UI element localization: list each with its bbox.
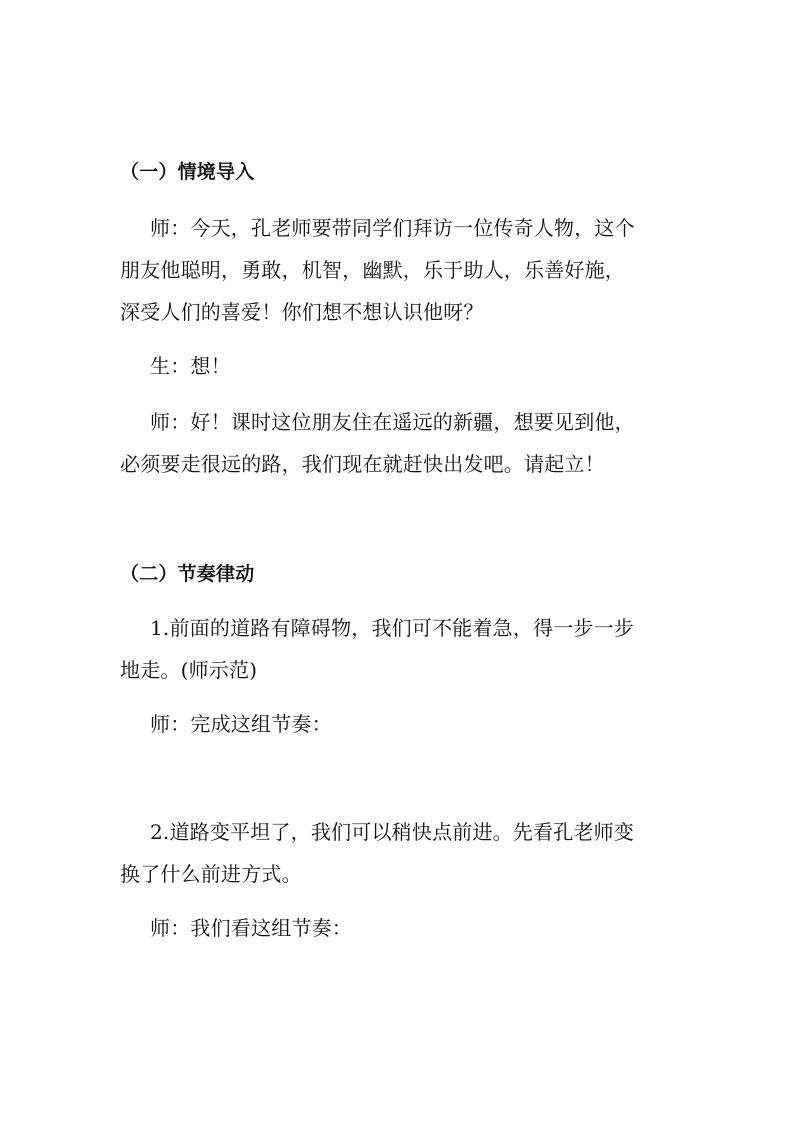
list-item-line: 地走。(师示范) (120, 658, 258, 682)
paragraph-line: 师：好！课时这位朋友住在遥远的新疆，想要见到他， (150, 410, 635, 434)
paragraph-line: 师：今天，孔老师要带同学们拜访一位传奇人物，这个 (150, 216, 635, 240)
section-heading-situation-intro: （一）情境导入 (120, 161, 255, 183)
paragraph-line: 生：想！ (150, 354, 231, 378)
paragraph-line: 师：完成这组节奏： (150, 712, 332, 736)
paragraph-line: 深受人们的喜爱！你们想不想认识他呀？ (120, 300, 484, 324)
list-item-line: 换了什么前进方式。 (120, 862, 302, 886)
paragraph-line: 朋友他聪明，勇敢，机智，幽默，乐于助人，乐善好施， (120, 258, 625, 282)
list-item-line: 1.前面的道路有障碍物，我们可不能着急，得一步一步 (150, 616, 635, 640)
paragraph-line: 师：我们看这组节奏： (150, 916, 352, 940)
section-heading-rhythm: （二）节奏律动 (120, 563, 255, 585)
list-item-line: 2.道路变平坦了，我们可以稍快点前进。先看孔老师变 (150, 820, 635, 844)
paragraph-line: 必须要走很远的路，我们现在就赶快出发吧。请起立！ (120, 452, 605, 476)
